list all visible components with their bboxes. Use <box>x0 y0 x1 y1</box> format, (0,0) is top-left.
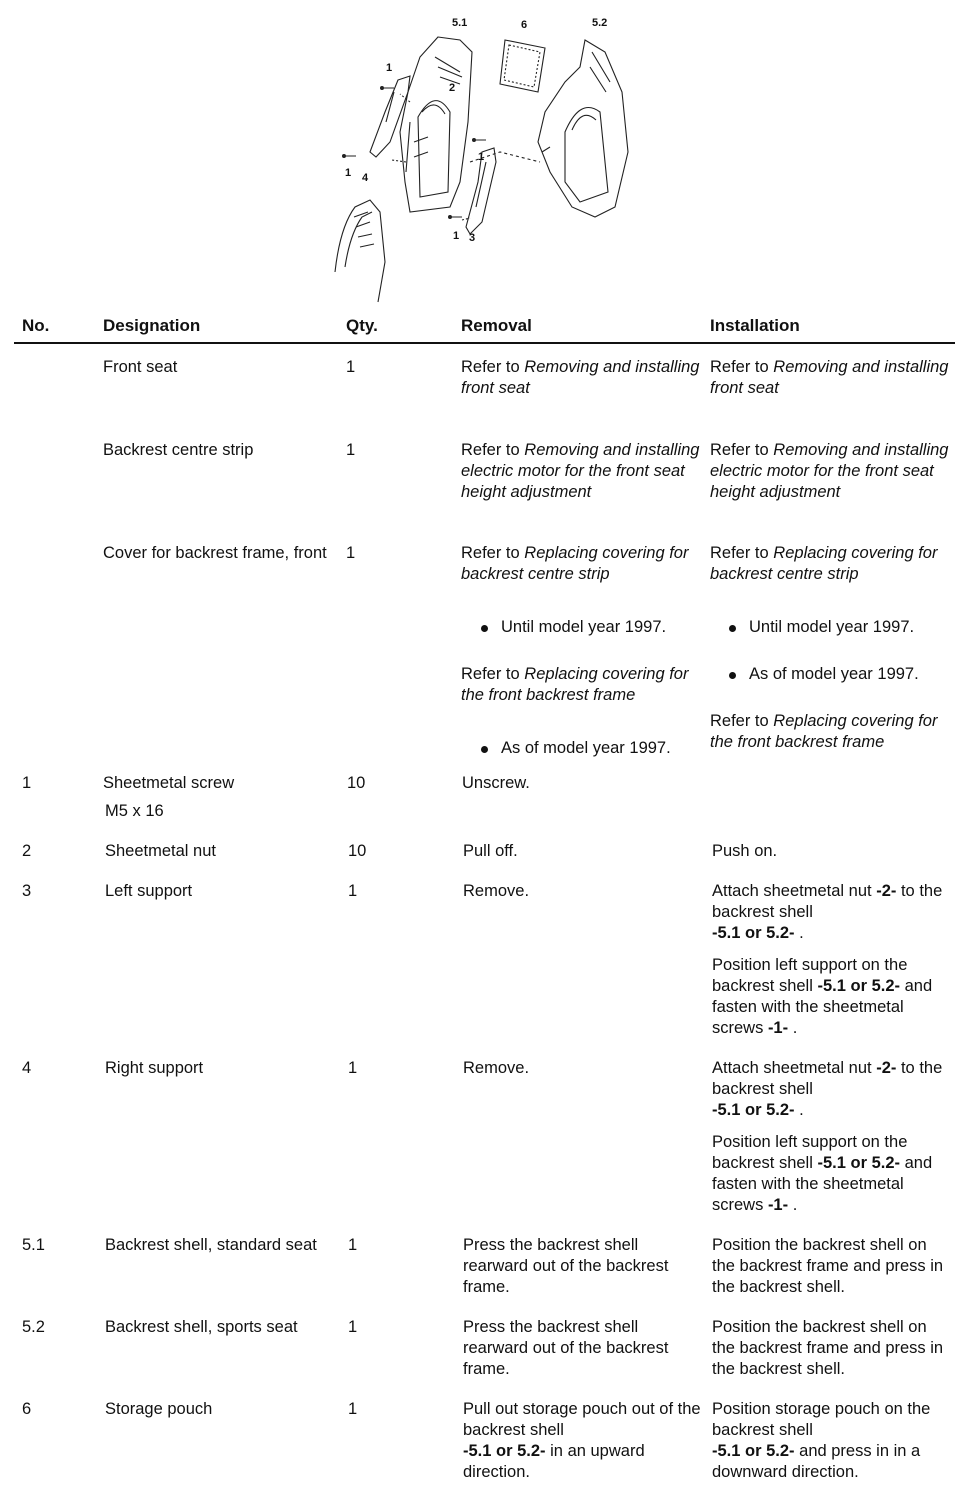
designation-storage-pouch: Storage pouch <box>105 1400 213 1418</box>
exploded-diagram <box>310 12 660 307</box>
designation-right-support: Right support <box>105 1059 204 1077</box>
installation-backrest-shell-sports: Position the backrest shell on the backrest frame and press in the backrest shell. <box>712 1318 944 1378</box>
text: Attach sheetmetal nut <box>712 882 872 900</box>
header-no: No. <box>22 316 50 335</box>
installation-right-support-step2 <box>712 1132 952 1216</box>
callout-2: 2 <box>449 82 456 94</box>
installation-cover-ref1 <box>710 543 952 585</box>
qty-backrest-centre-strip: 1 <box>346 441 356 459</box>
refer-to-text: Refer to <box>710 441 769 459</box>
crossref-link[interactable]: Removing and installing front seat <box>461 358 700 397</box>
installation-front-seat <box>710 357 950 399</box>
qty-storage-pouch: 1 <box>348 1400 358 1418</box>
removal-backrest-shell-sports: Press the backrest shell rearward out of the backrest frame. <box>463 1318 669 1378</box>
callout-6: 6 <box>521 19 528 31</box>
installation-backrest-shell-standard: Position the backrest shell on the backrest frame and press in the backrest shell. <box>712 1236 944 1296</box>
qty-backrest-shell-sports: 1 <box>348 1318 358 1336</box>
installation-cover-bullet2: As of model year 1997. <box>749 665 919 683</box>
no-4: 4 <box>22 1059 32 1077</box>
qty-right-support: 1 <box>348 1059 358 1077</box>
refer-to-text: Refer to <box>710 544 769 562</box>
refer-to-text: Refer to <box>461 441 520 459</box>
part-ref: -5.1 or 5.2- <box>712 924 795 942</box>
part-ref: -5.1 or 5.2- <box>463 1442 546 1460</box>
removal-right-support: Remove. <box>463 1059 530 1077</box>
designation-front-seat: Front seat <box>103 358 178 376</box>
header-installation: Installation <box>710 316 800 335</box>
installation-cover-ref2 <box>710 711 952 753</box>
callout-1: 1 <box>345 167 352 179</box>
removal-front-seat <box>461 357 701 399</box>
part-ref: -2- <box>876 882 897 900</box>
callout-1: 1 <box>478 151 485 163</box>
part-ref: -5.1 or 5.2- <box>712 1101 795 1119</box>
removal-backrest-shell-standard: Press the backrest shell rearward out of the backrest frame. <box>463 1236 669 1296</box>
qty-backrest-shell-standard: 1 <box>348 1236 358 1254</box>
qty-cover-backrest-frame: 1 <box>346 544 356 562</box>
designation-sheetmetal-nut: Sheetmetal nut <box>105 842 216 860</box>
removal-cover-ref2 <box>461 664 703 706</box>
no-5-1: 5.1 <box>22 1236 45 1254</box>
refer-to-text: Refer to <box>461 665 520 683</box>
text: . <box>799 1101 804 1119</box>
text: Position left support on the backrest shell <box>712 1133 908 1172</box>
text: Position storage pouch on the backrest shell <box>712 1400 931 1439</box>
qty-front-seat: 1 <box>346 358 356 376</box>
text: Position left support on the backrest shell <box>712 956 908 995</box>
text: . <box>792 1019 798 1037</box>
installation-left-support-step1 <box>712 881 952 944</box>
removal-cover-ref1 <box>461 543 703 585</box>
removal-left-support: Remove. <box>463 882 530 900</box>
callout-1: 1 <box>453 230 460 242</box>
refer-to-text: Refer to <box>461 358 520 376</box>
text: to the backrest shell <box>712 882 943 921</box>
header-removal: Removal <box>461 316 532 335</box>
header-designation: Designation <box>103 316 201 335</box>
installation-storage-pouch <box>712 1399 957 1483</box>
removal-cover-bullet1: Until model year 1997. <box>501 618 667 636</box>
designation-cover-backrest-frame: Cover for backrest frame, front <box>103 544 327 562</box>
removal-storage-pouch <box>463 1399 703 1483</box>
qty-left-support: 1 <box>348 882 358 900</box>
removal-cover-bullet2: As of model year 1997. <box>501 739 671 757</box>
no-2: 2 <box>22 842 32 860</box>
designation-backrest-shell-sports: Backrest shell, sports seat <box>105 1318 298 1336</box>
no-6: 6 <box>22 1400 32 1418</box>
installation-left-support-step2 <box>712 955 952 1039</box>
callout-5-2: 5.2 <box>592 17 608 29</box>
refer-to-text: Refer to <box>710 712 769 730</box>
designation-left-support: Left support <box>105 882 193 900</box>
removal-sheetmetal-screw: Unscrew. <box>462 774 530 792</box>
crossref-link[interactable]: Replacing covering for backrest centre strip <box>461 544 689 583</box>
text: Attach sheetmetal nut <box>712 1059 872 1077</box>
text: and fasten with the sheetmetal screws <box>712 977 933 1037</box>
no-1: 1 <box>22 774 32 792</box>
designation-sheetmetal-screw: Sheetmetal screw <box>103 774 235 792</box>
removal-backrest-centre-strip <box>461 440 701 503</box>
designation-backrest-shell-standard: Backrest shell, standard seat <box>105 1236 317 1254</box>
header-qty: Qty. <box>346 316 378 335</box>
callout-1: 1 <box>386 62 393 74</box>
text: and press in in a downward direction. <box>712 1442 921 1481</box>
removal-sheetmetal-nut: Pull off. <box>463 842 518 860</box>
designation-sheetmetal-screw-size: M5 x 16 <box>105 802 164 820</box>
installation-sheetmetal-nut: Push on. <box>712 842 778 860</box>
installation-backrest-centre-strip <box>710 440 950 503</box>
part-ref: -5.1 or 5.2- <box>817 1154 901 1172</box>
text: to the backrest shell <box>712 1059 943 1098</box>
qty-sheetmetal-screw: 10 <box>347 774 366 792</box>
crossref-link[interactable]: Removing and installing front seat <box>710 358 949 397</box>
text: and fasten with the sheetmetal screws <box>712 1154 933 1214</box>
text: . <box>792 1196 798 1214</box>
crossref-link[interactable]: Replacing covering for the front backrest frame <box>710 712 938 751</box>
refer-to-text: Refer to <box>710 358 769 376</box>
part-ref: -5.1 or 5.2- <box>712 1442 795 1460</box>
qty-sheetmetal-nut: 10 <box>348 842 367 860</box>
header-rule <box>14 342 955 344</box>
no-5-2: 5.2 <box>22 1318 45 1336</box>
text: . <box>799 924 804 942</box>
part-ref: -1- <box>767 1196 789 1214</box>
callout-4: 4 <box>362 172 369 184</box>
crossref-link[interactable]: Replacing covering for backrest centre strip <box>710 544 938 583</box>
crossref-link[interactable]: Removing and installing electric motor for the front seat height adjustment <box>461 441 700 501</box>
text: in an upward direction. <box>463 1442 645 1481</box>
installation-cover-bullet1: Until model year 1997. <box>749 618 915 636</box>
part-ref: -2- <box>876 1059 897 1077</box>
part-ref: -5.1 or 5.2- <box>817 977 901 995</box>
refer-to-text: Refer to <box>461 544 520 562</box>
callout-5-1: 5.1 <box>452 17 468 29</box>
part-ref: -1- <box>767 1019 789 1037</box>
crossref-link[interactable]: Replacing covering for the front backrest frame <box>461 665 689 704</box>
no-3: 3 <box>22 882 32 900</box>
text: Pull out storage pouch out of the backrest shell <box>463 1400 701 1439</box>
designation-backrest-centre-strip: Backrest centre strip <box>103 441 254 459</box>
installation-right-support-step1 <box>712 1058 952 1121</box>
callout-3: 3 <box>469 232 476 244</box>
crossref-link[interactable]: Removing and installing electric motor for the front seat height adjustment <box>710 441 949 501</box>
